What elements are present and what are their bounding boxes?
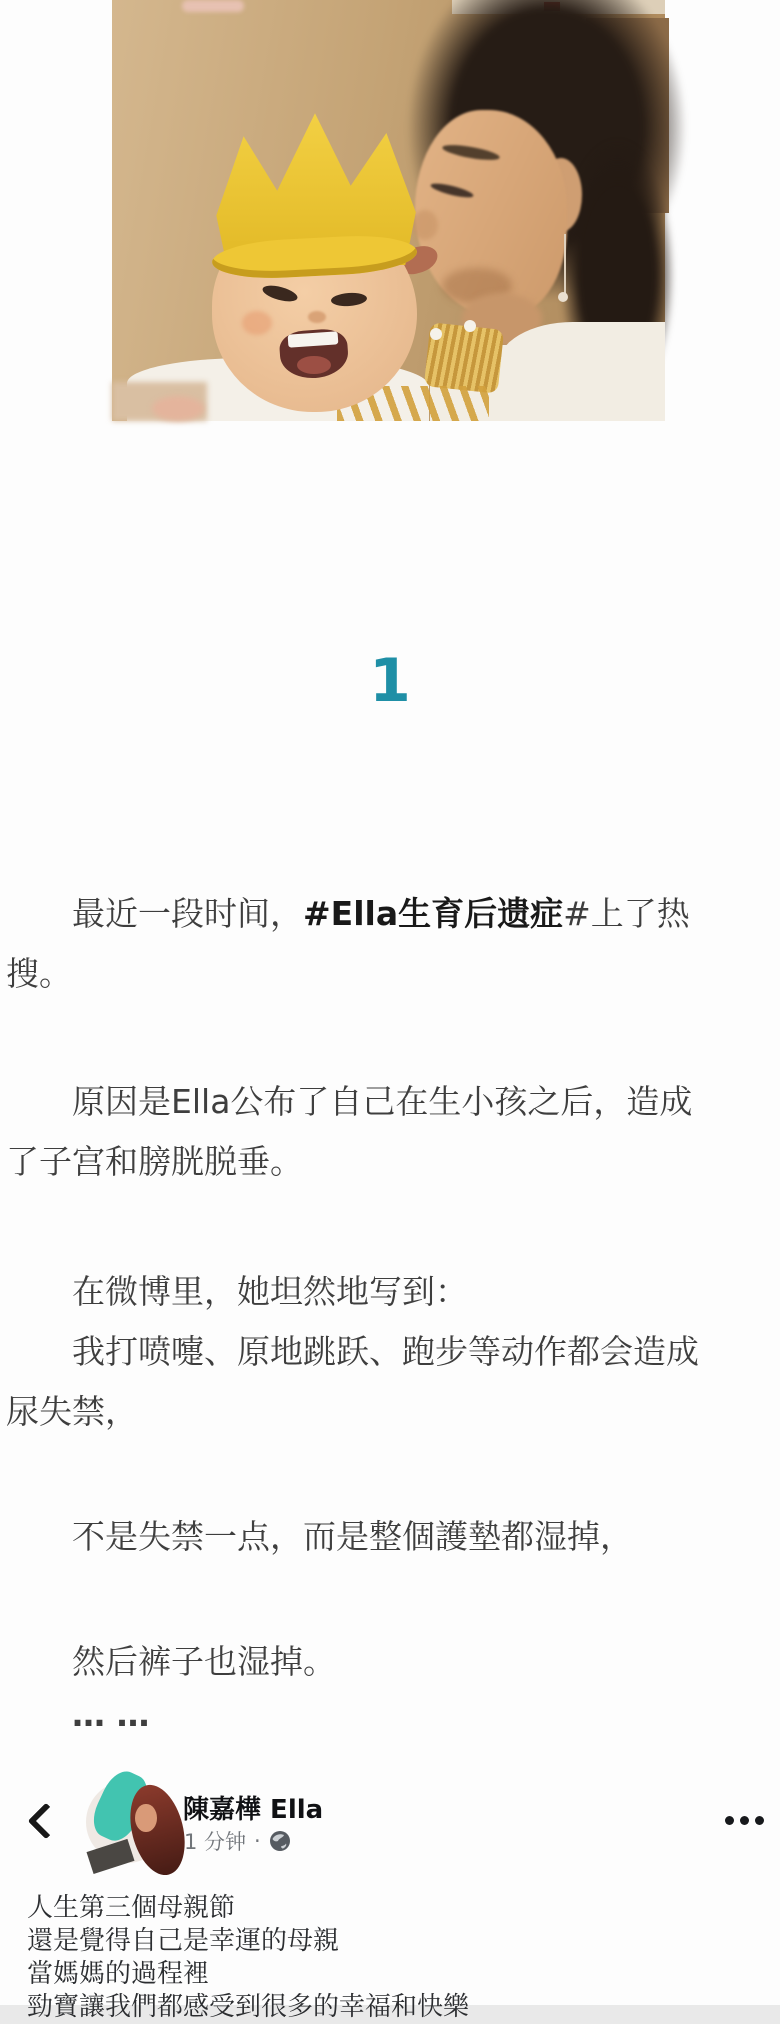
post-author-name[interactable]: 陳嘉樺 Ella [183, 1795, 324, 1825]
photo-baby-nose [308, 311, 326, 323]
paragraph-text: 在微博里，她坦然地写到： [6, 1272, 468, 1311]
paragraph-pants-wet [6, 1632, 774, 1692]
post-body-line: 人生第三個母親節 [27, 1893, 236, 1923]
post-meta-row [184, 1826, 291, 1856]
back-chevron-icon[interactable] [28, 1803, 65, 1840]
photo-baby-tongue [297, 356, 331, 374]
paragraph-text: 尿失禁， [6, 1392, 138, 1431]
paragraph-text: 了子宫和膀胱脱垂。 [6, 1142, 303, 1181]
paragraph-text: 我打喷嚏、原地跳跃、跑步等动作都会造成 [6, 1332, 699, 1371]
paragraph-text: #上了热 [563, 894, 690, 933]
photo-baby-cheek [242, 311, 272, 335]
dot [725, 1816, 734, 1825]
photo-woman-nose-shadow [412, 210, 438, 240]
photo-baby-hand [152, 396, 204, 421]
post-body [27, 1892, 767, 2024]
photo-button-dot [464, 320, 476, 332]
post-body-line: 勁寶讓我們都感受到很多的幸福和快樂 [27, 1992, 470, 2022]
paragraph-hot-search [6, 884, 774, 1004]
hashtag-bold-text: #Ella生育后遗症 [303, 894, 564, 933]
paragraph-reason [6, 1072, 774, 1192]
globe-privacy-icon [269, 1830, 291, 1852]
post-body-line: 還是覺得自己是幸運的母親 [27, 1926, 340, 1956]
dot [740, 1816, 749, 1825]
photo-top-decor [182, 0, 244, 12]
post-timestamp: 1 分钟 [184, 1830, 247, 1854]
ellipsis-text: … … [6, 1695, 150, 1734]
avatar-face-shape [135, 1804, 156, 1832]
more-options-icon[interactable] [725, 1816, 764, 1825]
photo-earring-pearl [558, 292, 568, 302]
paragraph-ellipsis [6, 1685, 774, 1745]
section-number: 1 [369, 646, 411, 716]
paragraph-weibo-quote [6, 1262, 774, 1442]
meta-separator-dot: · [254, 1829, 261, 1853]
photo-button-dot [430, 328, 442, 340]
hero-photo[interactable] [112, 0, 665, 421]
avatar-dark-shape [87, 1839, 135, 1874]
avatar[interactable] [86, 1781, 168, 1863]
post-body-line: 當媽媽的過程裡 [27, 1959, 210, 1989]
paragraph-pad-wet [6, 1507, 774, 1567]
paragraph-text: 不是失禁一点，而是整個護墊都湿掉， [6, 1517, 633, 1556]
paragraph-text: 然后裤子也湿掉。 [6, 1642, 336, 1681]
paragraph-text: 搜。 [6, 954, 72, 993]
photo-earring-wire [564, 234, 566, 296]
paragraph-text: 原因是Ella公布了自己在生小孩之后，造成 [6, 1082, 693, 1121]
paragraph-text: 最近一段时间， [6, 894, 303, 933]
dot [755, 1816, 764, 1825]
